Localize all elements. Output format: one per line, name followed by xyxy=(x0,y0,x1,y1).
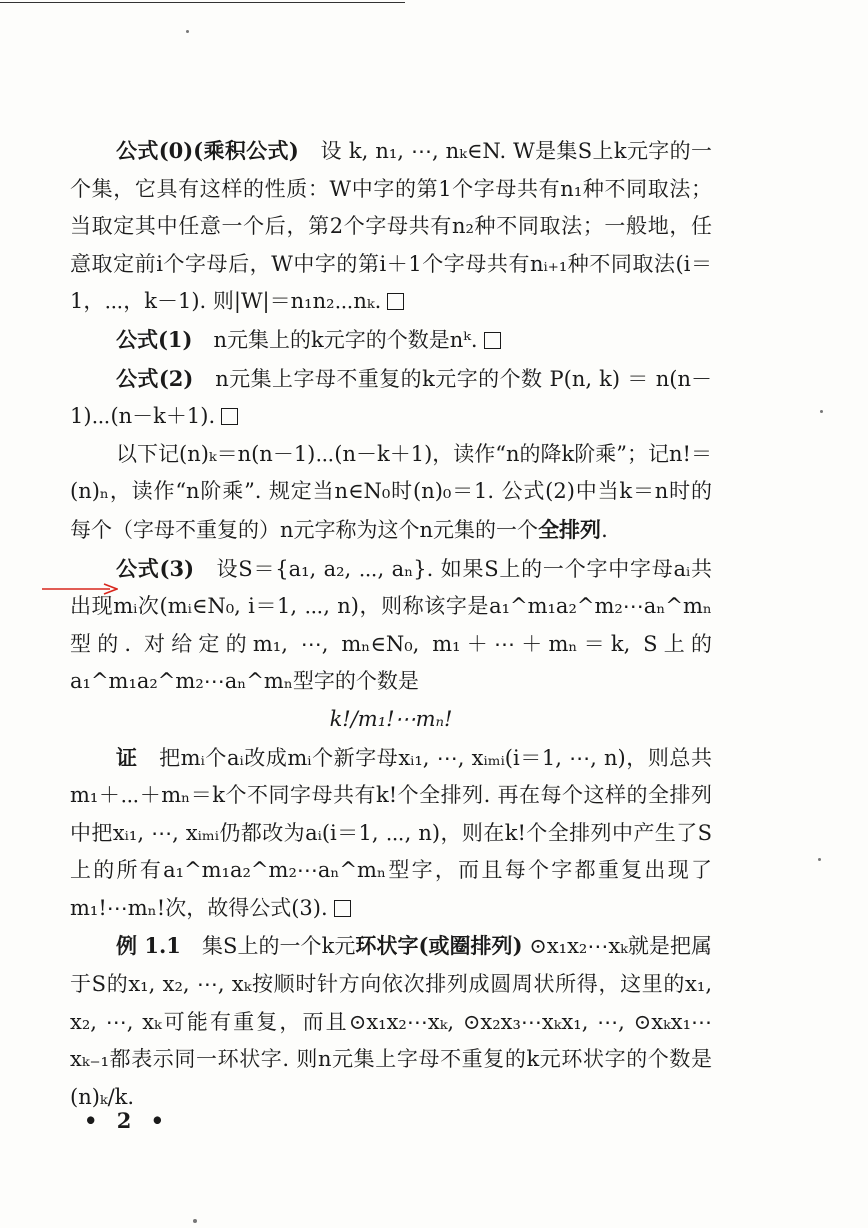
proof-lead: 证 xyxy=(116,744,138,770)
qed-box xyxy=(387,293,404,310)
text: 设S＝{a₁, a₂, ⋯, aₙ}. 如果S上的一个字中字母aᵢ共出现mᵢ次(mᵢ∈N₀, i＝1, ⋯, n)，则称该字是a₁^m₁a₂^m₂⋯aₙ^mₙ型的. 对给定的m₁, ⋯, mₙ∈N₀, m₁＋⋯＋mₙ＝k, S上的a₁^m₁a₂^m₂⋯aₙ^mₙ型字的个数是 xyxy=(70,556,713,694)
scan-speck xyxy=(818,858,821,861)
text: 把mᵢ个aᵢ改成mᵢ个新字母xᵢ₁, ⋯, xᵢₘᵢ(i＝1, ⋯, n)，则总共m₁＋⋯＋mₙ＝k个不同字母共有k!个全排列. 再在每个这样的全排列中把xᵢ₁, ⋯, xᵢₘᵢ仍都改为aᵢ(i＝1, ⋯, n)，则在k!个全排列中产生了S上的所有a₁^m₁a₂^m₂⋯aₙ^mₙ型字，而且每个字都重复出现了m₁!⋯mₙ!次，故得公式(3). xyxy=(70,745,712,920)
text: 以下记(n)ₖ＝n(n－1)⋯(n－k＋1)，读作“n的降k阶乘”；记n!＝(n)ₙ，读作“n阶乘”. 规定当n∈N₀时(n)₀＝1. 公式(2)中当k＝n时的每个（字母不重复的）n元字称为这个n元集的一个 xyxy=(70,441,712,542)
text: n元集上字母不重复的k元字的个数 P(n, k) ＝ n(n－1)⋯(n－k＋1). xyxy=(70,366,712,429)
lead: 公式(0)(乘积公式) xyxy=(116,138,299,163)
paragraph-formula-0 xyxy=(70,132,712,321)
text: 设 k, n₁, ⋯, nₖ∈N. W是集S上k元字的一个集，它具有这样的性质：W中字的第1个字母共有n₁种不同取法；当取定其中任意一个后，第2个字母共有n₂种不同取法；一般地，任意取定前i个字母后，W中字的第i＋1个字母共有nᵢ₊₁种不同取法(i＝1，⋯，k－1). 则|W|＝n₁n₂⋯nₖ. xyxy=(70,139,713,314)
paragraph-proof xyxy=(70,739,712,928)
page-number: • 2 • xyxy=(84,1108,171,1133)
example-lead: 例 1.1 xyxy=(116,933,181,959)
page-body xyxy=(70,132,712,1116)
text: 集S上的一个k元 xyxy=(180,934,356,959)
paragraph-notation xyxy=(70,436,712,550)
paragraph-formula-1 xyxy=(70,321,712,360)
lead: 公式(2) xyxy=(116,365,194,391)
display-formula: k!/m₁!⋯mₙ! xyxy=(329,706,453,731)
scan-speck xyxy=(193,1219,197,1223)
paragraph-example xyxy=(70,927,712,1116)
paragraph-formula-3 xyxy=(70,550,712,701)
qed-box xyxy=(221,408,238,425)
qed-box xyxy=(334,900,351,917)
text: n元集上的k元字的个数是nᵏ. xyxy=(192,327,478,352)
lead: 公式(3) xyxy=(116,555,195,581)
qed-box xyxy=(484,332,501,349)
term-circular-word: 环状字(或圈排列) xyxy=(355,933,523,959)
lead: 公式(1) xyxy=(116,326,193,352)
scan-speck xyxy=(186,30,189,33)
top-rule xyxy=(0,2,405,3)
text2: ⊙x₁x₂⋯xₖ就是把属于S的x₁, x₂, ⋯, xₖ按顺时针方向依次排列成圆周状所得，这里的x₁, x₂, ⋯, xₖ可能有重复，而且⊙x₁x₂⋯xₖ, ⊙x₂x₃⋯xₖx₁, ⋯, ⊙xₖx₁⋯xₖ₋₁都表示同一环状字. 则n元集上字母不重复的k元环状字的个数是(n)ₖ/k. xyxy=(70,934,712,1109)
scan-speck xyxy=(820,410,823,413)
paragraph-formula-2 xyxy=(70,360,712,436)
term-full-permutation: 全排列 xyxy=(538,516,602,542)
text-end: . xyxy=(601,517,608,542)
